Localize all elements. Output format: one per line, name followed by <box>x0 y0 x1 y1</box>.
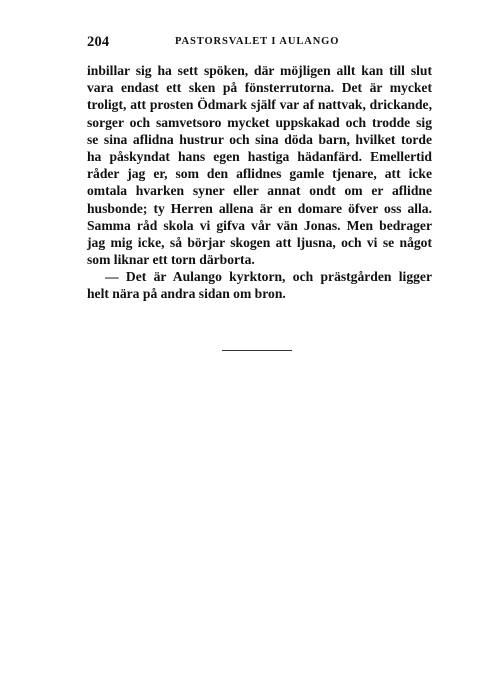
text-line: omtala hvarken syner eller annat ondt om er aflidne <box>87 183 432 199</box>
text-line: troligt, att prosten Ödmark själf var af nattvak, drickande, <box>87 97 432 113</box>
body-text <box>87 62 432 303</box>
text-line: som liknar ett torn därborta. <box>87 252 255 268</box>
text-line: jag mig icke, så börjar skogen att ljusna, och vi se något <box>87 234 432 250</box>
text-line: sorger och samvetsoro mycket uppskakad och trodde sig <box>87 114 432 130</box>
text-line: husbonde; ty Herren allena är en domare öfver oss alla. <box>87 200 432 216</box>
text-line: ha påskyndat hans egen hastiga hädanfärd. Emellertid <box>87 148 432 164</box>
text-line: helt nära på andra sidan om bron. <box>87 286 286 302</box>
text-line: Samma råd skola vi gifva vår vän Jonas. Men bedrager <box>87 217 432 233</box>
page-header <box>87 34 431 52</box>
page-number: 204 <box>87 34 110 50</box>
text-line: inbillar sig ha sett spöken, där möjligen allt kan till slut <box>87 63 432 78</box>
text-line: vara endast ett sken på fönsterrutorna. Det är mycket <box>87 80 432 96</box>
text-line: se sina aflidna hustrur och sina döda barn, hvilket torde <box>87 131 432 147</box>
section-end-rule <box>222 350 292 351</box>
text-line: råder jag er, som den aflidnes gamle tjenare, att icke <box>87 166 432 182</box>
running-title: PASTORSVALET I AULANGO <box>175 36 340 47</box>
text-line-paragraph-start: — Det är Aulango kyrktorn, och prästgården ligger <box>105 269 432 285</box>
